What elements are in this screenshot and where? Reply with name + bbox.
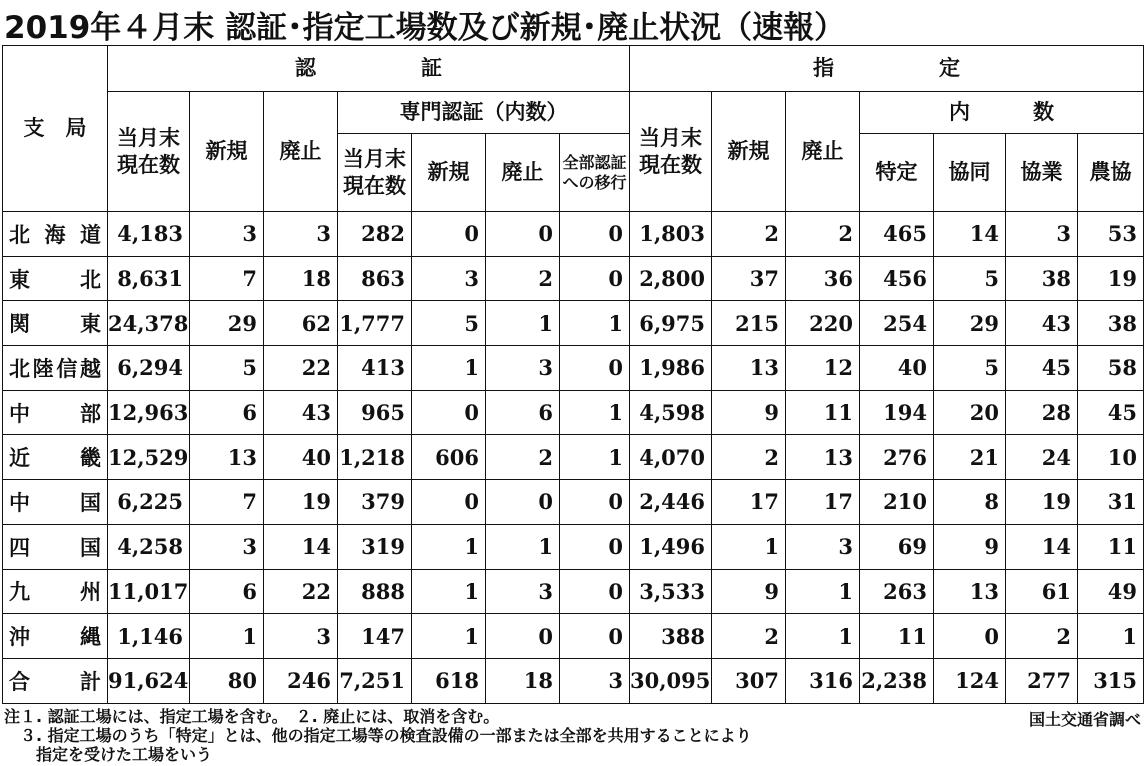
table-cell: 147 [338, 614, 412, 659]
table-cell: 14 [264, 524, 338, 569]
table-cell: 31 [1078, 480, 1144, 525]
table-cell: 11 [860, 614, 934, 659]
table-cell: 49 [1078, 569, 1144, 614]
header-cert-current: 当月末 現在数 [108, 92, 190, 212]
table-row [3, 614, 1144, 659]
table-cell: 24,378 [108, 301, 190, 346]
table-cell: 1,803 [630, 212, 712, 257]
footnote-line: ３. 指定工場のうち「特定」とは、他の指定工場等の検査設備の一部または全部を共用することにより [4, 726, 752, 745]
table-cell: 53 [1078, 212, 1144, 257]
table-cell: 5 [934, 346, 1006, 391]
table-cell: 17 [712, 480, 786, 525]
table-cell: 29 [934, 301, 1006, 346]
table-cell: 1 [1078, 614, 1144, 659]
table-cell: 1 [560, 301, 630, 346]
table-cell: 315 [1078, 658, 1144, 703]
row-branch-name: 四国 [3, 524, 108, 569]
table-cell: 277 [1006, 658, 1078, 703]
table-cell: 0 [560, 524, 630, 569]
table-cell: 1 [412, 569, 486, 614]
table-cell: 1,496 [630, 524, 712, 569]
table-cell: 13 [934, 569, 1006, 614]
table-cell: 22 [264, 569, 338, 614]
table-cell: 37 [712, 256, 786, 301]
table-cell: 282 [338, 212, 412, 257]
table-cell: 3 [264, 212, 338, 257]
table-cell: 1 [786, 614, 860, 659]
table-cell: 2 [712, 435, 786, 480]
header-certification: 認 証 [108, 46, 630, 92]
table-cell: 13 [712, 346, 786, 391]
table-cell: 9 [712, 390, 786, 435]
table-cell: 5 [412, 301, 486, 346]
table-cell: 69 [860, 524, 934, 569]
table-cell: 28 [1006, 390, 1078, 435]
row-branch-name: 中部 [3, 390, 108, 435]
header-desig-current: 当月末 現在数 [630, 92, 712, 212]
header-tokutei: 特定 [860, 134, 934, 212]
footnotes [4, 707, 1142, 764]
table-row [3, 346, 1144, 391]
table-cell: 246 [264, 658, 338, 703]
table-cell: 0 [560, 346, 630, 391]
table-cell: 24 [1006, 435, 1078, 480]
table-cell: 13 [786, 435, 860, 480]
header-spec-transfer: 全部認証 への移行 [560, 134, 630, 212]
table-cell: 465 [860, 212, 934, 257]
table-cell: 2 [712, 614, 786, 659]
table-cell: 4,070 [630, 435, 712, 480]
header-kyodo: 協同 [934, 134, 1006, 212]
table-cell: 0 [412, 390, 486, 435]
table-cell: 2 [1006, 614, 1078, 659]
table-cell: 21 [934, 435, 1006, 480]
table-cell: 1 [412, 614, 486, 659]
table-row [3, 524, 1144, 569]
table-cell: 7,251 [338, 658, 412, 703]
table-cell: 30,095 [630, 658, 712, 703]
table-cell: 43 [264, 390, 338, 435]
table-cell: 19 [264, 480, 338, 525]
table-cell: 11 [786, 390, 860, 435]
table-cell: 0 [486, 614, 560, 659]
table-cell: 8,631 [108, 256, 190, 301]
header-spec-new: 新規 [412, 134, 486, 212]
table-cell: 388 [630, 614, 712, 659]
table-cell: 5 [934, 256, 1006, 301]
table-cell: 3 [190, 212, 264, 257]
table-cell: 0 [486, 212, 560, 257]
table-cell: 12 [786, 346, 860, 391]
table-cell: 3,533 [630, 569, 712, 614]
table-cell: 3 [786, 524, 860, 569]
table-cell: 61 [1006, 569, 1078, 614]
table-cell: 3 [486, 346, 560, 391]
header-cert-new: 新規 [190, 92, 264, 212]
table-cell: 606 [412, 435, 486, 480]
table-cell: 6 [486, 390, 560, 435]
row-branch-name: 北陸信越 [3, 346, 108, 391]
table-cell: 20 [934, 390, 1006, 435]
table-cell: 14 [934, 212, 1006, 257]
header-cert-abolished: 廃止 [264, 92, 338, 212]
table-cell: 1,986 [630, 346, 712, 391]
header-kyogyo: 協業 [1006, 134, 1078, 212]
table-cell: 220 [786, 301, 860, 346]
table-cell: 2 [486, 256, 560, 301]
table-cell: 22 [264, 346, 338, 391]
row-branch-name: 北海道 [3, 212, 108, 257]
table-cell: 3 [412, 256, 486, 301]
table-cell: 2,238 [860, 658, 934, 703]
header-desig-abolished: 廃止 [786, 92, 860, 212]
table-cell: 0 [560, 614, 630, 659]
table-cell: 456 [860, 256, 934, 301]
table-cell: 307 [712, 658, 786, 703]
table-cell: 6 [190, 390, 264, 435]
table-cell: 0 [560, 480, 630, 525]
header-spec-current: 当月末 現在数 [338, 134, 412, 212]
table-cell: 0 [560, 212, 630, 257]
table-cell: 7 [190, 256, 264, 301]
table-cell: 1 [560, 390, 630, 435]
table-cell: 4,183 [108, 212, 190, 257]
row-branch-name: 東北 [3, 256, 108, 301]
table-cell: 1 [786, 569, 860, 614]
table-cell: 379 [338, 480, 412, 525]
row-branch-name: 中国 [3, 480, 108, 525]
table-cell: 6 [190, 569, 264, 614]
table-cell: 276 [860, 435, 934, 480]
row-branch-name: 関東 [3, 301, 108, 346]
table-cell: 17 [786, 480, 860, 525]
table-cell: 1,146 [108, 614, 190, 659]
header-designation: 指 定 [630, 46, 1144, 92]
table-row [3, 390, 1144, 435]
header-branch: 支 局 [3, 46, 108, 212]
table-cell: 1,218 [338, 435, 412, 480]
table-cell: 618 [412, 658, 486, 703]
table-cell: 413 [338, 346, 412, 391]
table-cell: 965 [338, 390, 412, 435]
table-cell: 263 [860, 569, 934, 614]
table-cell: 19 [1006, 480, 1078, 525]
table-cell: 1 [412, 524, 486, 569]
table-cell: 43 [1006, 301, 1078, 346]
table-cell: 4,598 [630, 390, 712, 435]
table-cell: 2 [712, 212, 786, 257]
table-row [3, 212, 1144, 257]
table-cell: 6,975 [630, 301, 712, 346]
header-nokyo: 農協 [1078, 134, 1144, 212]
table-cell: 91,624 [108, 658, 190, 703]
table-cell: 0 [560, 256, 630, 301]
statistics-table [2, 45, 1144, 704]
table-cell: 9 [934, 524, 1006, 569]
table-cell: 1 [486, 301, 560, 346]
page-title: 2019年４月末 認証･指定工場数及び新規･廃止状況（速報） [4, 10, 846, 46]
table-cell: 3 [560, 658, 630, 703]
table-cell: 2,800 [630, 256, 712, 301]
table-cell: 40 [860, 346, 934, 391]
footnote-line: 指定を受けた工場をいう [4, 745, 213, 764]
table-cell: 13 [190, 435, 264, 480]
table-cell: 863 [338, 256, 412, 301]
table-cell: 210 [860, 480, 934, 525]
table-cell: 215 [712, 301, 786, 346]
table-cell: 29 [190, 301, 264, 346]
header-specialty: 専門認証（内数） [338, 92, 630, 134]
table-cell: 2 [486, 435, 560, 480]
table-cell: 0 [560, 569, 630, 614]
table-cell: 19 [1078, 256, 1144, 301]
table-cell: 12,529 [108, 435, 190, 480]
table-row [3, 301, 1144, 346]
table-cell: 316 [786, 658, 860, 703]
table-cell: 4,258 [108, 524, 190, 569]
table-cell: 2,446 [630, 480, 712, 525]
table-cell: 7 [190, 480, 264, 525]
table-cell: 124 [934, 658, 1006, 703]
table-row [3, 480, 1144, 525]
table-cell: 80 [190, 658, 264, 703]
table-row [3, 658, 1144, 703]
table-cell: 0 [412, 212, 486, 257]
table-cell: 8 [934, 480, 1006, 525]
table-cell: 11,017 [108, 569, 190, 614]
table-cell: 1 [712, 524, 786, 569]
table-cell: 40 [264, 435, 338, 480]
row-branch-name: 沖縄 [3, 614, 108, 659]
header-desig-new: 新規 [712, 92, 786, 212]
header-spec-abolished: 廃止 [486, 134, 560, 212]
header-breakdown: 内 数 [860, 92, 1144, 134]
table-cell: 3 [486, 569, 560, 614]
row-branch-name: 近畿 [3, 435, 108, 480]
table-cell: 11 [1078, 524, 1144, 569]
table-row [3, 435, 1144, 480]
row-branch-name: 合計 [3, 658, 108, 703]
table-cell: 888 [338, 569, 412, 614]
table-cell: 38 [1078, 301, 1144, 346]
table-cell: 18 [486, 658, 560, 703]
table-row [3, 569, 1144, 614]
table-cell: 1 [412, 346, 486, 391]
table-cell: 2 [786, 212, 860, 257]
table-cell: 14 [1006, 524, 1078, 569]
table-cell: 1 [486, 524, 560, 569]
table-cell: 1,777 [338, 301, 412, 346]
table-cell: 1 [190, 614, 264, 659]
footnote-line: 注１. 認証工場には、指定工場を含む。 ２. 廃止には、取消を含む。 [4, 707, 500, 726]
table-cell: 3 [264, 614, 338, 659]
source-credit: 国土交通省調べ [1028, 710, 1141, 729]
table-cell: 12,963 [108, 390, 190, 435]
row-branch-name: 九州 [3, 569, 108, 614]
table-cell: 319 [338, 524, 412, 569]
table-cell: 254 [860, 301, 934, 346]
table-cell: 38 [1006, 256, 1078, 301]
table-cell: 3 [1006, 212, 1078, 257]
table-cell: 1 [560, 435, 630, 480]
table-cell: 194 [860, 390, 934, 435]
table-cell: 0 [486, 480, 560, 525]
table-cell: 9 [712, 569, 786, 614]
table-cell: 36 [786, 256, 860, 301]
table-cell: 0 [934, 614, 1006, 659]
table-cell: 3 [190, 524, 264, 569]
table-cell: 6,225 [108, 480, 190, 525]
table-cell: 0 [412, 480, 486, 525]
table-cell: 10 [1078, 435, 1144, 480]
table-row [3, 256, 1144, 301]
table-cell: 5 [190, 346, 264, 391]
table-cell: 58 [1078, 346, 1144, 391]
table-cell: 62 [264, 301, 338, 346]
table-cell: 18 [264, 256, 338, 301]
table-cell: 45 [1006, 346, 1078, 391]
table-cell: 6,294 [108, 346, 190, 391]
table-cell: 45 [1078, 390, 1144, 435]
